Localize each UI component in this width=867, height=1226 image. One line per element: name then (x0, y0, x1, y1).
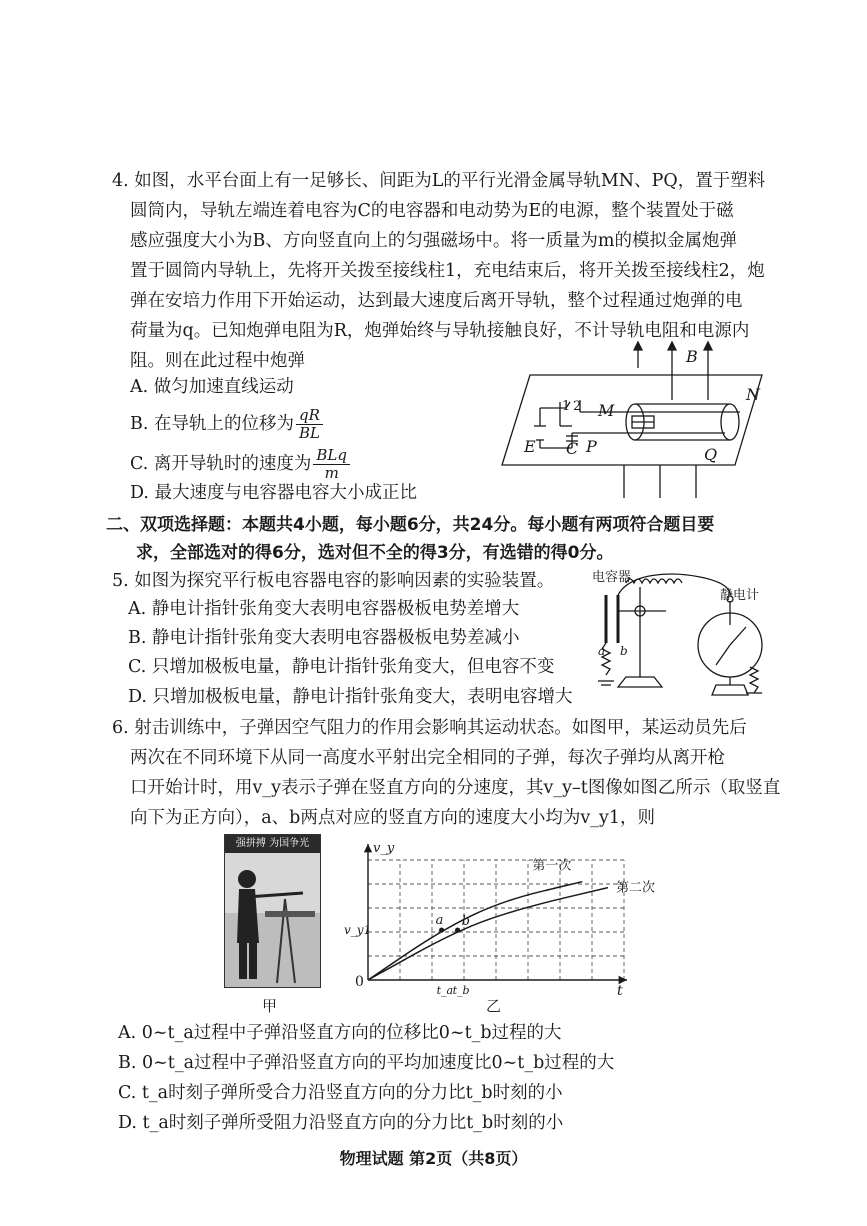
q6-option-b: B. 0~t_a过程中子弹沿竖直方向的平均加速度比0~t_b过程的大 (118, 1053, 615, 1073)
fig4-label-n: N (746, 385, 760, 404)
q5-option-c: C. 只增加极板电量，静电计指针张角变大，但电容不变 (128, 657, 555, 677)
q4-line-4: 置于圆筒内导轨上，先将开关拨至接线柱1，充电结束后，将开关拨至接线柱2，炮 (130, 261, 765, 281)
q4-option-a: A. 做匀加速直线运动 (130, 377, 294, 397)
chart-x-tick-ta: t_a (436, 984, 454, 997)
fig4-label-m: M (598, 401, 615, 420)
q6-option-d: D. t_a时刻子弹所受阻力沿竖直方向的分力比t_b时刻的小 (118, 1113, 564, 1133)
q6-caption-right: 乙 (486, 997, 502, 1015)
chart-origin-label: 0 (355, 974, 364, 990)
q6-option-c: C. t_a时刻子弹所受合力沿竖直方向的分力比t_b时刻的小 (118, 1083, 563, 1103)
fig5-label-capacitor: 电容器 (592, 570, 632, 585)
chart-grid (368, 860, 624, 980)
page-footer: 物理试题 第2页（共8页） (339, 1149, 528, 1168)
fig4-label-c: C (566, 439, 579, 458)
fig4-label-2: 2 (573, 399, 582, 414)
q4-line-6: 荷量为q。已知炮弹电阻为R，炮弹始终与导轨接触良好，不计导轨电阻和电源内 (130, 321, 750, 341)
q6-line-2: 两次在不同环境下从同一高度水平射出完全相同的子弹，每次子弹均从离开枪 (130, 748, 725, 768)
q5-option-b: B. 静电计指针张角变大表明电容器极板电势差减小 (128, 628, 520, 648)
q4-line-3: 感应强度大小为B、方向竖直向上的匀强磁场中。将一质量为m的模拟金属炮弹 (130, 231, 737, 251)
q6-caption-left: 甲 (262, 997, 278, 1015)
fig4-label-b: B (686, 347, 698, 366)
fig5-label-electrometer: 静电计 (720, 588, 760, 603)
q4-option-c (130, 444, 352, 484)
fig4-label-q: Q (704, 445, 718, 464)
q4-option-c-text: C. 离开导轨时的速度为 (130, 454, 312, 474)
q4-line-7: 阻。则在此过程中炮弹 (130, 351, 305, 371)
q6-shooter-photo (224, 834, 321, 988)
q6-line-3: 口开始计时，用v_y表示子弹在竖直方向的分速度，其v_y–t图像如图乙所示（取竖直 (130, 778, 781, 798)
q4-line-1: 4. 如图，水平台面上有一足够长、间距为L的平行光滑金属导轨MN、PQ，置于塑料 (112, 171, 766, 191)
fig4-label-p: P (586, 437, 597, 456)
section-2-line-2: 求，全部选对的得6分，选对但不全的得3分，有选错的得0分。 (136, 543, 614, 563)
q6-vt-chart (344, 838, 656, 999)
q6-option-a: A. 0~t_a过程中子弹沿竖直方向的位移比0~t_b过程的大 (118, 1023, 562, 1043)
q4-line-2: 圆筒内，导轨左端连着电容为C的电容器和电动势为E的电源，整个装置处于磁 (130, 201, 734, 221)
q4-option-b-text: B. 在导轨上的位移为 (130, 414, 294, 434)
q5-option-a: A. 静电计指针张角变大表明电容器极板电势差增大 (128, 599, 520, 619)
section-2-line-1: 二、双项选择题：本题共4小题，每小题6分，共24分。每小题有两项符合题目要 (106, 515, 715, 535)
q5-capacitor-figure (570, 565, 770, 705)
q5-stem: 5. 如图为探究平行板电容器电容的影响因素的实验装置。 (112, 571, 555, 591)
chart-series-label-first: 第一次 (532, 858, 572, 874)
point-b (455, 927, 460, 932)
q4-option-b (130, 404, 325, 444)
q4-railgun-figure (500, 340, 765, 500)
chart-point-label-b: b (461, 914, 470, 930)
chart-y-tick-vy1: v_y1 (344, 923, 372, 938)
q4-option-b-fraction: $\frac{qR}{BL}$ (296, 407, 323, 442)
fig5-label-a: a (598, 644, 606, 658)
fig5-label-b: b (620, 644, 628, 658)
chart-point-label-a: a (435, 913, 444, 929)
fig4-label-e: E (524, 437, 536, 456)
fig4-label-1: 1 (562, 399, 571, 414)
point-a (439, 927, 444, 932)
q6-line-1: 6. 射击训练中，子弹因空气阻力的作用会影响其运动状态。如图甲，某运动员先后 (112, 718, 747, 738)
chart-x-tick-tb: t_b (452, 984, 470, 997)
q4-line-5: 弹在安培力作用下开始运动，达到最大速度后离开导轨，整个过程通过炮弹的电 (130, 291, 743, 311)
q5-option-d: D. 只增加极板电量，静电计指针张角变大，表明电容增大 (128, 687, 573, 707)
q4-option-d: D. 最大速度与电容器电容大小成正比 (130, 483, 418, 503)
chart-series-label-second: 第二次 (616, 880, 656, 896)
q6-line-4: 向下为正方向），a、b两点对应的竖直方向的速度大小均为v_y1，则 (130, 808, 656, 828)
photo-banner: 强拼搏 为国争光 (225, 835, 320, 853)
shooter-silhouette (225, 853, 320, 987)
chart-y-label: v_y (373, 841, 395, 856)
chart-x-label: t (617, 983, 623, 999)
q4-option-c-fraction: $\frac{\text{BLq}}{m}$ (313, 447, 350, 482)
series-line-second (368, 888, 608, 980)
